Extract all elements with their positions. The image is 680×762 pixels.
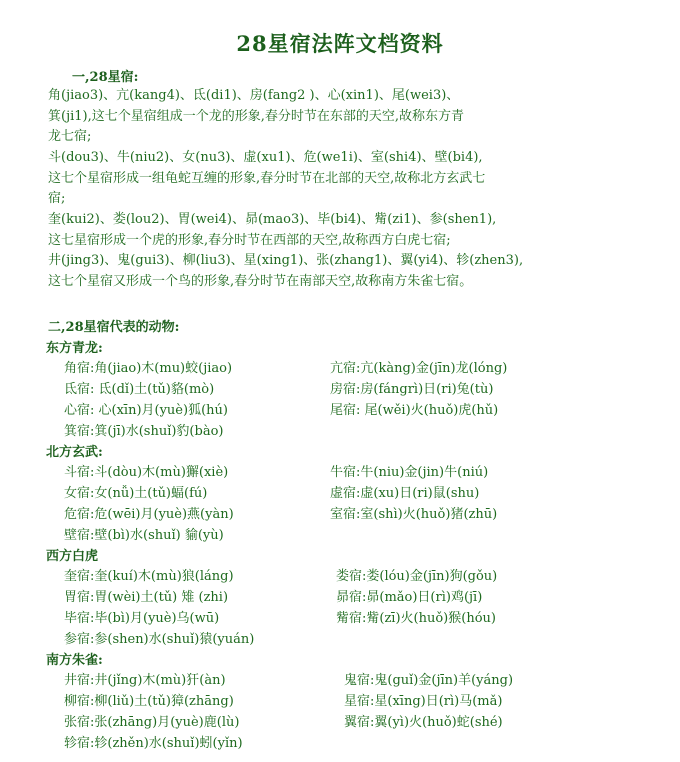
section-heading-1: 一,28星宿: bbox=[72, 70, 139, 85]
group-heading-south: 南方朱雀: bbox=[46, 653, 103, 668]
mansion-item: 尾宿: 尾(wěi)火(huǒ)虎(hǔ) bbox=[330, 403, 499, 418]
mansion-item: 女宿:女(nǚ)土(tǔ)蝠(fú) bbox=[64, 486, 208, 501]
mansion-item: 鬼宿:鬼(guǐ)金(jīn)羊(yáng) bbox=[344, 673, 514, 688]
mansion-item: 轸宿:轸(zhěn)水(shuǐ)蚓(yǐn) bbox=[64, 736, 243, 751]
mansion-item: 箕宿:箕(jī)水(shuǐ)豹(bào) bbox=[64, 424, 224, 439]
mansion-item: 牛宿:牛(niu)金(jin)牛(niú) bbox=[330, 465, 489, 480]
text-line: 斗(dou3)、牛(niu2)、女(nu3)、虚(xu1)、危(we1i)、室(shi4)、壁(bi4), bbox=[48, 150, 483, 165]
paragraph-east bbox=[48, 86, 608, 148]
mansion-item: 参宿:参(shen)水(shuǐ)猿(yuán) bbox=[64, 632, 255, 647]
paragraph-south bbox=[48, 251, 608, 292]
text-line: 这七个星宿又形成一个鸟的形象,春分时节在南部天空,故称南方朱雀七宿。 bbox=[48, 273, 473, 289]
mansion-item: 星宿:星(xīng)日(rì)马(mǎ) bbox=[344, 694, 503, 709]
mansion-item: 房宿:房(fángrì)日(ri)兔(tù) bbox=[330, 382, 494, 397]
paragraph-north bbox=[48, 148, 608, 210]
section-heading-2: 二,28星宿代表的动物: bbox=[48, 320, 180, 335]
mansion-item: 胃宿:胃(wèi)土(tǔ) 雉 (zhi) bbox=[64, 590, 229, 605]
mansion-item: 斗宿:斗(dòu)木(mù)獬(xiè) bbox=[64, 465, 229, 480]
mansion-item: 心宿: 心(xīn)月(yuè)狐(hú) bbox=[64, 403, 228, 418]
mansion-item: 柳宿:柳(liǔ)土(tǔ)獐(zhāng) bbox=[64, 694, 234, 709]
mansion-item: 张宿:张(zhāng)月(yuè)鹿(lù) bbox=[64, 715, 240, 730]
mansion-item: 毕宿:毕(bì)月(yuè)乌(wū) bbox=[64, 611, 220, 626]
group-heading-west: 西方白虎 bbox=[46, 549, 99, 564]
mansion-item: 娄宿:娄(lóu)金(jīn)狗(gǒu) bbox=[336, 569, 498, 584]
mansion-item: 亢宿:亢(kàng)金(jīn)龙(lóng) bbox=[330, 361, 508, 376]
mansion-item: 昴宿:昴(mǎo)日(rì)鸡(jī) bbox=[336, 590, 483, 605]
mansion-item: 觜宿:觜(zī)火(huǒ)猴(hóu) bbox=[336, 611, 496, 626]
page-title: 28星宿法阵文档资料 bbox=[236, 31, 444, 56]
mansion-item: 角宿:角(jiao)木(mu)蛟(jiao) bbox=[64, 361, 233, 376]
mansion-item: 井宿:井(jǐng)木(mù)犴(àn) bbox=[64, 673, 226, 688]
mansion-item: 壁宿:壁(bì)水(shuǐ) 貐(yù) bbox=[64, 528, 224, 543]
mansion-item: 氐宿: 氐(dǐ)土(tǔ)貉(mò) bbox=[64, 382, 215, 397]
mansion-item: 危宿:危(wēi)月(yuè)燕(yàn) bbox=[64, 507, 234, 522]
text-line: 这七星宿形成一个虎的形象,春分时节在西部的天空,故称西方白虎七宿; bbox=[48, 232, 451, 248]
text-line: 这七个星宿形成一组龟蛇互缠的形象,春分时节在北部的天空,故称北方玄武七 bbox=[48, 170, 486, 186]
group-heading-east: 东方青龙: bbox=[46, 341, 103, 356]
mansion-item: 奎宿:奎(kuí)木(mù)狼(láng) bbox=[64, 569, 234, 584]
paragraph-west bbox=[48, 210, 608, 251]
mansion-item: 室宿:室(shì)火(huǒ)猪(zhū) bbox=[330, 507, 498, 522]
text-line: 箕(ji1),这七个星宿组成一个龙的形象,春分时节在东部的天空,故称东方青 bbox=[48, 108, 465, 124]
text-line: 奎(kui2)、娄(lou2)、胃(wei4)、昴(mao3)、毕(bi4)、觜(zi1)、参(shen1), bbox=[48, 212, 497, 227]
text-line: 宿; bbox=[48, 191, 66, 206]
text-line: 角(jiao3)、亢(kang4)、氐(di1)、房(fang2 )、心(xin1)、尾(wei3)、 bbox=[48, 88, 460, 103]
mansion-item: 虚宿:虚(xu)日(ri)鼠(shu) bbox=[330, 486, 480, 501]
group-heading-north: 北方玄武: bbox=[46, 445, 103, 460]
text-line: 龙七宿; bbox=[48, 129, 92, 144]
mansion-item: 翼宿:翼(yì)火(huǒ)蛇(shé) bbox=[344, 715, 503, 730]
text-line: 井(jing3)、鬼(gui3)、柳(liu3)、星(xing1)、张(zhang1)、翼(yi4)、轸(zhen3), bbox=[48, 253, 524, 268]
